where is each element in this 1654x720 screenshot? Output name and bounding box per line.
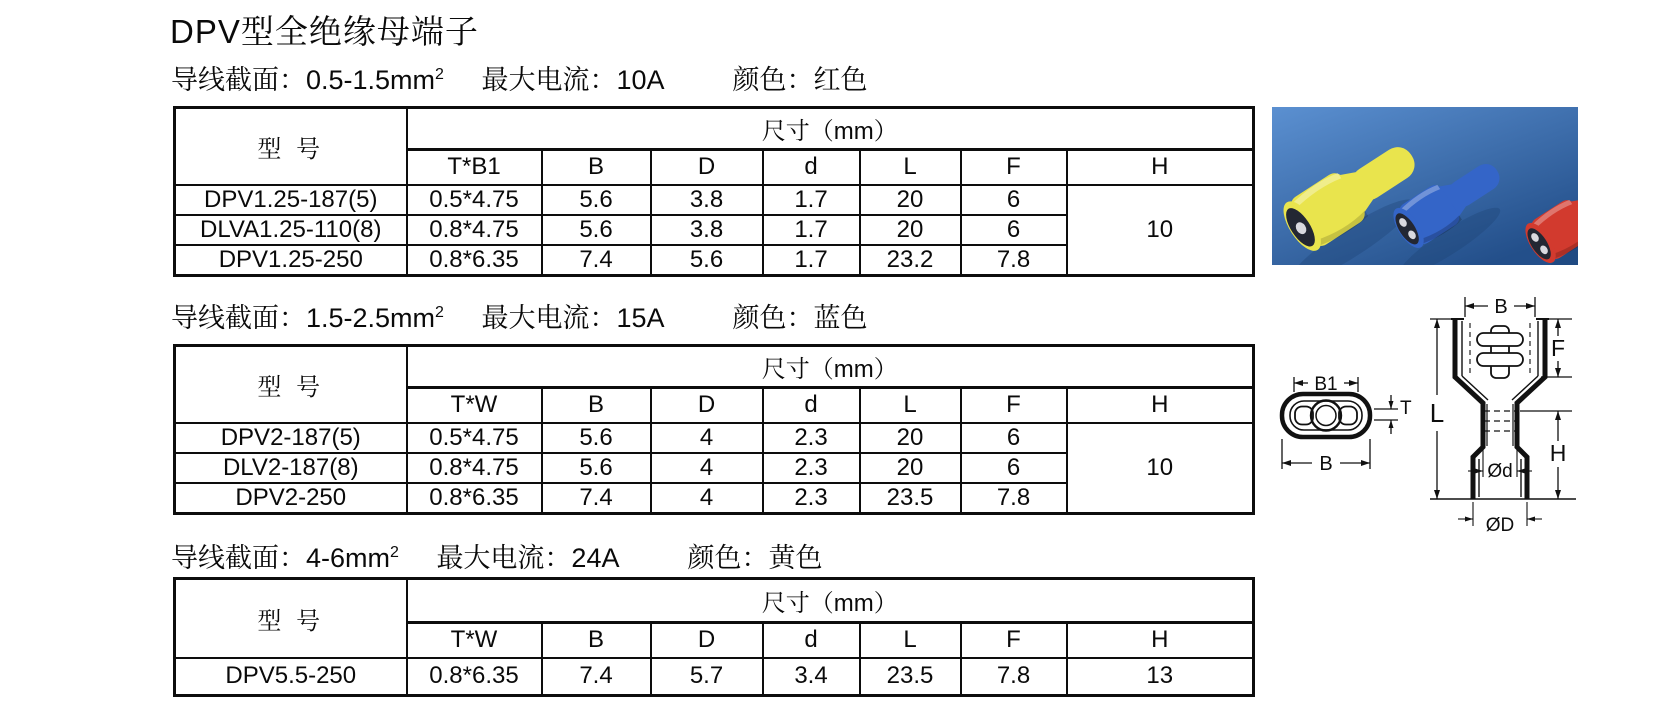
value-cell: 7.4 — [542, 658, 651, 696]
value-cell: 20 — [860, 215, 961, 245]
label-od-small: Ød — [1487, 461, 1513, 482]
merged-h-cell: 10 — [1067, 423, 1254, 514]
model-cell: DLV2-187(8) — [175, 453, 407, 483]
wire-section-text-2: 导线截面：1.5-2.5mm — [171, 303, 436, 333]
value-cell: 5.7 — [651, 658, 763, 696]
col-header: T*B1 — [407, 150, 542, 185]
value-cell: 2.3 — [763, 453, 860, 483]
col-header: T*W — [407, 623, 542, 658]
superscript-1: 2 — [435, 66, 444, 83]
value-cell: 0.8*6.35 — [407, 245, 542, 276]
dimension-group-header: 尺寸（mm） — [407, 579, 1254, 623]
dimension-group-header: 尺寸（mm） — [407, 108, 1254, 150]
value-cell: 7.8 — [961, 658, 1067, 696]
color-text-3: 颜色：黄色 — [687, 543, 823, 573]
label-b-section: B — [1319, 453, 1333, 475]
col-header: F — [961, 388, 1067, 423]
value-cell: 2.3 — [763, 423, 860, 453]
value-cell: 20 — [860, 423, 961, 453]
dimension-table-3 — [173, 577, 1255, 697]
value-cell: 4 — [651, 423, 763, 453]
col-header: T*W — [407, 388, 542, 423]
table-row — [175, 658, 1254, 696]
page-title: DPV型全绝缘母端子 — [170, 13, 479, 50]
model-cell: DPV1.25-250 — [175, 245, 407, 276]
model-column-header: 型 号 — [175, 346, 407, 423]
table-row — [175, 423, 1254, 453]
dimension-table-1 — [173, 106, 1255, 277]
col-header: L — [860, 150, 961, 185]
value-cell: 3.4 — [763, 658, 860, 696]
value-cell: 0.8*4.75 — [407, 215, 542, 245]
spec-line-3 — [171, 536, 823, 575]
value-cell: 0.8*6.35 — [407, 658, 542, 696]
merged-h-cell: 13 — [1067, 658, 1254, 696]
spec-line-2 — [171, 296, 868, 335]
col-header: B — [542, 388, 651, 423]
value-cell: 1.7 — [763, 245, 860, 276]
value-cell: 23.5 — [860, 658, 961, 696]
wire-section-text-3: 导线截面：4-6mm — [171, 543, 391, 573]
spec-line-1 — [171, 58, 868, 97]
model-column-header: 型 号 — [175, 579, 407, 658]
col-header: F — [961, 623, 1067, 658]
model-cell: DPV5.5-250 — [175, 658, 407, 696]
value-cell: 5.6 — [542, 215, 651, 245]
label-f: F — [1550, 335, 1566, 361]
model-cell: DLVA1.25-110(8) — [175, 215, 407, 245]
value-cell: 20 — [860, 185, 961, 215]
merged-h-cell: 10 — [1067, 185, 1254, 276]
col-header: D — [651, 150, 763, 185]
value-cell: 5.6 — [542, 423, 651, 453]
value-cell: 23.2 — [860, 245, 961, 276]
product-photo — [1272, 107, 1578, 265]
model-column-header: 型 号 — [175, 108, 407, 185]
value-cell: 0.5*4.75 — [407, 185, 542, 215]
col-header: d — [763, 388, 860, 423]
value-cell: 5.6 — [542, 185, 651, 215]
col-header: D — [651, 623, 763, 658]
technical-drawing — [1240, 281, 1654, 534]
value-cell: 5.6 — [651, 245, 763, 276]
col-header: H — [1067, 623, 1254, 658]
label-b1: B1 — [1314, 374, 1338, 395]
col-header: L — [860, 623, 961, 658]
value-cell: 7.4 — [542, 245, 651, 276]
value-cell: 0.5*4.75 — [407, 423, 542, 453]
value-cell: 6 — [961, 215, 1067, 245]
value-cell: 6 — [961, 423, 1067, 453]
col-header: d — [763, 623, 860, 658]
max-current-text-3: 最大电流：24A — [436, 543, 618, 573]
col-header: H — [1067, 388, 1254, 423]
value-cell: 20 — [860, 453, 961, 483]
value-cell: 4 — [651, 483, 763, 514]
col-header: D — [651, 388, 763, 423]
value-cell: 6 — [961, 453, 1067, 483]
color-text-2: 颜色：蓝色 — [732, 303, 868, 333]
color-text-1: 颜色：红色 — [732, 65, 868, 95]
value-cell: 1.7 — [763, 215, 860, 245]
label-t: T — [1400, 398, 1412, 419]
wire-section-text-1: 导线截面：0.5-1.5mm — [171, 65, 436, 95]
value-cell: 1.7 — [763, 185, 860, 215]
col-header: L — [860, 388, 961, 423]
dimension-drawing-image — [1240, 281, 1654, 534]
value-cell: 7.8 — [961, 245, 1067, 276]
col-header: F — [961, 150, 1067, 185]
col-header: B — [542, 623, 651, 658]
col-header: H — [1067, 150, 1254, 185]
value-cell: 3.8 — [651, 215, 763, 245]
col-header: d — [763, 150, 860, 185]
value-cell: 2.3 — [763, 483, 860, 514]
label-l: L — [1429, 398, 1445, 428]
dimension-group-header: 尺寸（mm） — [407, 346, 1254, 388]
dimension-table-2 — [173, 344, 1255, 515]
model-cell: DPV2-187(5) — [175, 423, 407, 453]
terminals-photo-image — [1272, 107, 1578, 265]
superscript-2: 2 — [435, 304, 444, 321]
model-cell: DPV2-250 — [175, 483, 407, 514]
value-cell: 23.5 — [860, 483, 961, 514]
value-cell: 0.8*4.75 — [407, 453, 542, 483]
label-b-front: B — [1494, 296, 1508, 318]
value-cell: 7.4 — [542, 483, 651, 514]
label-h: H — [1549, 440, 1567, 466]
superscript-3: 2 — [390, 544, 399, 561]
model-cell: DPV1.25-187(5) — [175, 185, 407, 215]
col-header: B — [542, 150, 651, 185]
value-cell: 6 — [961, 185, 1067, 215]
max-current-text-2: 最大电流：15A — [481, 303, 664, 333]
value-cell: 3.8 — [651, 185, 763, 215]
value-cell: 0.8*6.35 — [407, 483, 542, 514]
value-cell: 7.8 — [961, 483, 1067, 514]
value-cell: 4 — [651, 453, 763, 483]
value-cell: 5.6 — [542, 453, 651, 483]
label-od-large: ØD — [1485, 515, 1515, 534]
cross-section-view — [1282, 394, 1370, 437]
table-row — [175, 185, 1254, 215]
dim-t — [1374, 395, 1398, 434]
max-current-text-1: 最大电流：10A — [481, 65, 664, 95]
